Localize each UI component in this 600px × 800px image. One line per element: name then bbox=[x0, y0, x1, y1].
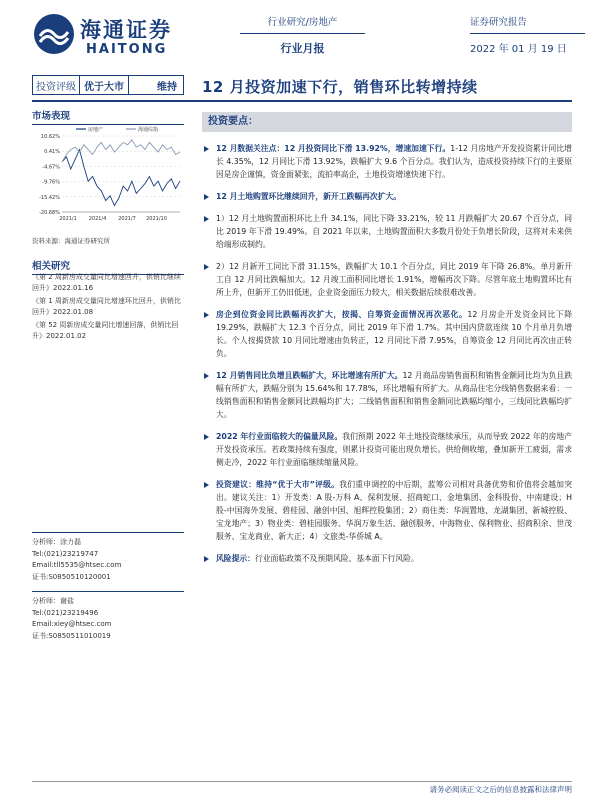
chart-y-tick-label: -15.42% bbox=[39, 194, 60, 201]
chart-y-tick-label: 10.62% bbox=[40, 134, 60, 140]
chart-legend-label: 海通综指 bbox=[138, 127, 159, 133]
chart-y-tick-label: -20.68% bbox=[39, 210, 60, 216]
title-divider bbox=[32, 100, 572, 102]
chart-gridlines bbox=[62, 136, 180, 212]
key-point-paragraph bbox=[202, 260, 572, 299]
analyst-block bbox=[32, 532, 184, 583]
key-point-paragraph bbox=[202, 142, 572, 181]
key-point-paragraph bbox=[202, 308, 572, 360]
bullet-icon bbox=[204, 556, 209, 562]
key-point-text: 行业面临政策不及预期风险、基本面下行风险。 bbox=[254, 554, 419, 563]
key-point-highlight: 12 月土地购置环比继续回升，新开工跌幅再次扩大。 bbox=[216, 192, 402, 201]
chart-y-ticks bbox=[39, 134, 60, 216]
report-type: 行业月报 bbox=[280, 42, 325, 55]
footer-disclaimer: 请务必阅读正文之后的信息披露和法律声明 bbox=[429, 785, 572, 794]
rating-status: 维持 bbox=[157, 81, 177, 93]
key-point-paragraph bbox=[202, 478, 572, 543]
key-point-paragraph bbox=[202, 190, 572, 203]
key-point-highlight: 风险提示： bbox=[216, 554, 255, 563]
bullet-icon bbox=[204, 373, 209, 379]
market-performance-chart bbox=[32, 124, 184, 226]
key-point-highlight: 2022 年行业面临较大的偏量风险。 bbox=[216, 432, 343, 441]
chart-x-tick-label: 2021/4 bbox=[88, 216, 107, 222]
bullet-icon bbox=[204, 264, 209, 270]
chart-x-ticks bbox=[59, 216, 167, 222]
haitong-emblem-icon bbox=[32, 12, 76, 56]
key-point-text: 1）12 月土地购置面积环比上升 34.1%，同比下降 33.21%，较 11 月跌幅扩大 20.67 个百分点，同比 2019 年下滑 19.49%。自 2021 年以来，土地购置面积大多数月份处于负增长阶段，这将对未来供给端形成制约。 bbox=[216, 214, 572, 249]
key-point-text: 12 月房企开发资金同比下降 19.29%，跌幅扩大 12.3 个百分点，同比 2019 年下滑 1.7%。其中国内贷款连续 10 个月单月负增长。个人按揭贷款 10 月同比增速由负转正，12 月同比下滑 7.95%，自筹资金 12 月同比再次由正转负。 bbox=[216, 310, 573, 358]
key-points-heading: 投资要点： bbox=[202, 112, 572, 132]
related-heading: 相关研究 bbox=[32, 258, 184, 275]
bullet-icon bbox=[204, 312, 209, 318]
header-series-block bbox=[470, 14, 585, 55]
analyst-tel: Tel:(021)23219747 bbox=[32, 549, 99, 558]
chart-series bbox=[62, 140, 180, 206]
key-points-body bbox=[202, 142, 572, 574]
chart-y-tick-label: -4.67% bbox=[42, 164, 60, 171]
chart-legend-label: 房地产 bbox=[88, 127, 104, 133]
footer-divider bbox=[32, 781, 572, 782]
chart-source: 资料来源：海通证券研究所 bbox=[32, 237, 110, 245]
chart-x-tick-label: 2021/10 bbox=[146, 216, 167, 222]
chart-y-tick-label: -9.76% bbox=[42, 179, 60, 186]
analyst-name: 分析师：谢盐 bbox=[32, 597, 74, 605]
key-point-highlight: 房企到位资金同比跌幅再次扩大，按揭、自筹资金面情况再次恶化。 bbox=[216, 310, 468, 319]
analyst-tel: Tel:(021)23219496 bbox=[32, 608, 99, 617]
analyst-contacts bbox=[32, 532, 184, 650]
key-point-paragraph bbox=[202, 552, 572, 565]
bullet-icon bbox=[204, 482, 209, 488]
header-category-block bbox=[240, 14, 365, 56]
bullet-icon bbox=[204, 216, 209, 222]
related-item[interactable]: 《第 1 周新房成交量同比增速环比回升，供销比回升》2022.01.08 bbox=[32, 297, 181, 316]
logo-chinese-text: 海通证券 bbox=[80, 17, 172, 42]
rating-box bbox=[32, 75, 184, 95]
key-point-paragraph bbox=[202, 369, 572, 421]
analyst-cert: 证书:S0850511010019 bbox=[32, 631, 111, 640]
market-heading: 市场表现 bbox=[32, 108, 184, 125]
logo-english-text: HAITONG bbox=[86, 42, 168, 57]
chart-y-tick-label: 0.41% bbox=[44, 149, 60, 156]
related-item[interactable]: 《第 52 周新房成交量同比增速回落，供销比回升》2022.01.02 bbox=[32, 321, 179, 340]
bullet-icon bbox=[204, 146, 209, 152]
key-point-paragraph bbox=[202, 430, 572, 469]
chart-series-line bbox=[62, 150, 180, 206]
bullet-icon bbox=[204, 434, 209, 440]
key-point-text: 12 月商品房销售面积和销售金额同比均为负且跌幅有所扩大，跌幅分别为 15.64%和 17.78%，环比增幅有所扩大。从商品住宅分线销售数据来看：一线销售面积和销售金额同比跌幅均扩大；二线销售面积和销售金额同比跌幅均缩小，三线同比跌幅均扩大。 bbox=[216, 371, 572, 419]
analyst-cert: 证书:S0850510120001 bbox=[32, 572, 111, 581]
key-point-text: 2）12 月新开工同比下滑 31.15%，跌幅扩大 10.1 个百分点，同比 2019 年下降 26.8%。单月新开工自 12 月同比跌幅加大。12 月竣工面积同比增长 1.91%，增幅再次下降。尽管年底土地购置环比有所上升，但新开工仍旧低迷，企业资金面压力较大，相关数据后续很难改善。 bbox=[216, 262, 572, 297]
key-point-text: 我们预期 2022 年土地投资继续承压，从而导致 2022 年的房地产开发投资承压。若政策持续有强度，则累计投资可能出现负增长。供给侧收缩，叠加新开工疲弱，需求侧走冷，2022 年行业面临继续缩量风险。 bbox=[216, 432, 572, 467]
haitong-logo bbox=[32, 12, 187, 58]
analyst-email[interactable]: Email:tll5535@htsec.com bbox=[32, 561, 122, 569]
related-item[interactable]: 《第 2 周新房成交量同比增速回升，供销比继续回升》2022.01.16 bbox=[32, 273, 181, 292]
key-point-highlight: 投资建议：维持“优于大市”评级。 bbox=[216, 480, 340, 489]
key-point-highlight: 12 月销售同比负增且跌幅扩大，环比增速有所扩大。 bbox=[216, 371, 403, 380]
rating-value: 优于大市 bbox=[79, 76, 129, 94]
analyst-name: 分析师：涂力磊 bbox=[32, 538, 81, 546]
report-series: 证券研究报告 bbox=[470, 14, 585, 34]
report-date: 2022 年 01 月 19 日 bbox=[470, 44, 567, 55]
chart-legend bbox=[76, 126, 158, 133]
report-title: 12 月投资加速下行，销售环比转增持续 bbox=[202, 78, 478, 96]
bullet-icon bbox=[204, 194, 209, 200]
report-category: 行业研究/房地产 bbox=[240, 14, 365, 34]
analyst-email[interactable]: Email:xiey@htsec.com bbox=[32, 620, 112, 628]
related-research-list bbox=[32, 272, 184, 344]
key-point-text: 我们重申调控的中后期，蓝筹公司相对具备优势和价值将会越加突出。建议关注：1）开发类：A 股-万科 A、保利发展、招商蛇口、金地集团、金科股份、中南建设；H 股-中国海外发展、碧桂园、融创中国、旭辉控股集团；2）商住类：华润置地、龙湖集团、新城控股、宝龙地产；3）物业类：碧桂园服务、华润万象生活、融创服务、中海物业、保利物业、招商积余、世茂服务、宝龙商业、新大正；4）文旅类-华侨城 A。 bbox=[216, 480, 572, 541]
key-point-highlight: 12 月数据关注点：12 月投资同比下滑 13.92%，增速加速下行。 bbox=[216, 144, 451, 153]
chart-x-tick-label: 2021/7 bbox=[118, 216, 136, 222]
rating-label: 投资评级 bbox=[36, 81, 76, 93]
key-point-paragraph bbox=[202, 212, 572, 251]
analyst-block bbox=[32, 591, 184, 642]
chart-x-tick-label: 2021/1 bbox=[59, 216, 77, 222]
key-point-text: 1-12 月房地产开发投资累计同比增长 4.35%，12 月同比下滑 13.92%，跌幅扩大 9.6 个百分点。我们认为，造成投资持续下行的主要原因是房企谨慎，资金面紧张，流拍率高企，土地投资增速快速下行。 bbox=[216, 144, 572, 179]
